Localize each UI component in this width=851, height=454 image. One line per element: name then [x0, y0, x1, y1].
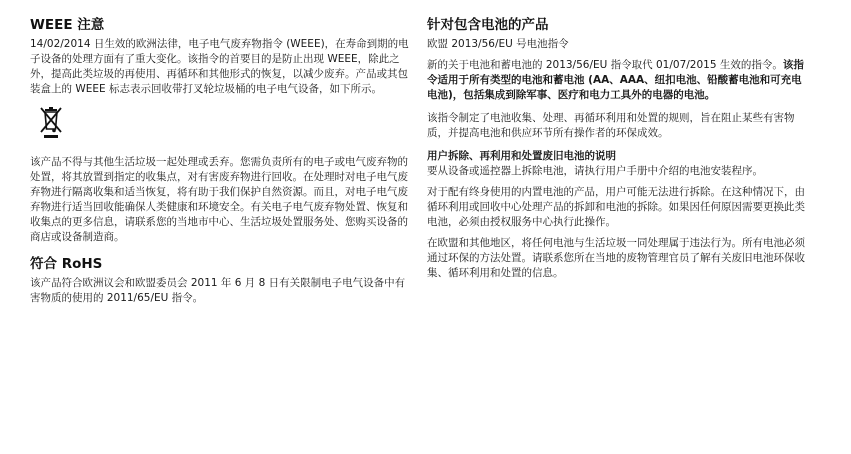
- crossed-out-wheeled-bin-icon: [38, 105, 64, 139]
- rohs-title: 符合 RoHS: [30, 256, 103, 272]
- removal-text: 要从设备或遥控器上拆除电池，请执行用户手册中介绍的电池安装程序。: [427, 165, 763, 177]
- battery-subtitle: 欧盟 2013/56/EU 号电池指令: [427, 38, 569, 50]
- rohs-paragraph: 该产品符合欧洲议会和欧盟委员会 2011 年 6 月 8 日有关限制电子电气设备中有害物质的使用的 2011/65/EU 指令。: [30, 277, 406, 304]
- rohs-section: [30, 255, 410, 306]
- battery-paragraph-1: [427, 58, 807, 103]
- weee-paragraph-1: 14/02/2014 日生效的欧洲法律，电子电气废弃物指令 (WEEE)，在寿命到期的电子设备的处理方面有了重大变化。该指令的首要目的是防止出现 WEEE，除此之外，提高此类垃圾的再使用、再循环和其他形式的恢复，以减少废弃。产品或其包装盒上的 WEEE 标志表示回收带打叉轮垃圾桶的电子电气设备，如下所示。: [30, 38, 409, 95]
- battery-paragraph-4: 在欧盟和其他地区，将任何电池与生活垃圾一同处理属于违法行为。所有电池必须通过环保的方法处置。请联系您所在当地的废物管理官员了解有关废旧电池环保收集、循环利用和处置的信息。: [427, 237, 805, 279]
- removal-heading: 用户拆除、再利用和处置废旧电池的说明: [427, 150, 616, 162]
- right-column: [427, 16, 807, 281]
- battery-section: [427, 16, 807, 281]
- weee-paragraph-2: 该产品不得与其他生活垃圾一起处理或丢弃。您需负责所有的电子或电气废弃物的处置，将其放置到指定的收集点，对有害废弃物进行回收。在处理时对电子电气废弃物进行隔离收集和适当恢复，将有助于我们保护自然资源。而且，对电子电气废弃物进行适当回收能确保人类健康和环境安全。有关电子电气废弃物处置、恢复和收集点的更多信息，请联系您的当地市中心、生活垃圾处置服务处、您购买设备的商店或设备制造商。: [30, 156, 408, 243]
- left-column: [30, 16, 410, 306]
- battery-paragraph-1-prefix: 新的关于电池和蓄电池的 2013/56/EU 指令取代 01/07/2015 生效的指令。: [427, 59, 783, 71]
- battery-paragraph-2: 该指令制定了电池收集、处理、再循环利用和处置的规则，旨在阻止某些有害物质，并提高电池和供应环节所有操作者的环保成效。: [427, 112, 795, 139]
- weee-title: WEEE 注意: [30, 17, 105, 33]
- battery-paragraph-1-suffix: 该指令适用于所有类型的电池和蓄电池 (AA、AAA、纽扣电池、铅酸蓄电池和可充电电池)，包括集成到除军事、医疗和电力工具外的电器的电池。: [427, 59, 804, 101]
- battery-paragraph-3: 对于配有终身使用的内置电池的产品，用户可能无法进行拆除。在这种情况下，由循环利用或回收中心处理产品的拆卸和电池的拆除。如果因任何原因需要更换此类电池，必须由授权服务中心执行此操作。: [427, 186, 805, 228]
- weee-section: [30, 16, 410, 245]
- battery-title: 针对包含电池的产品: [427, 17, 549, 33]
